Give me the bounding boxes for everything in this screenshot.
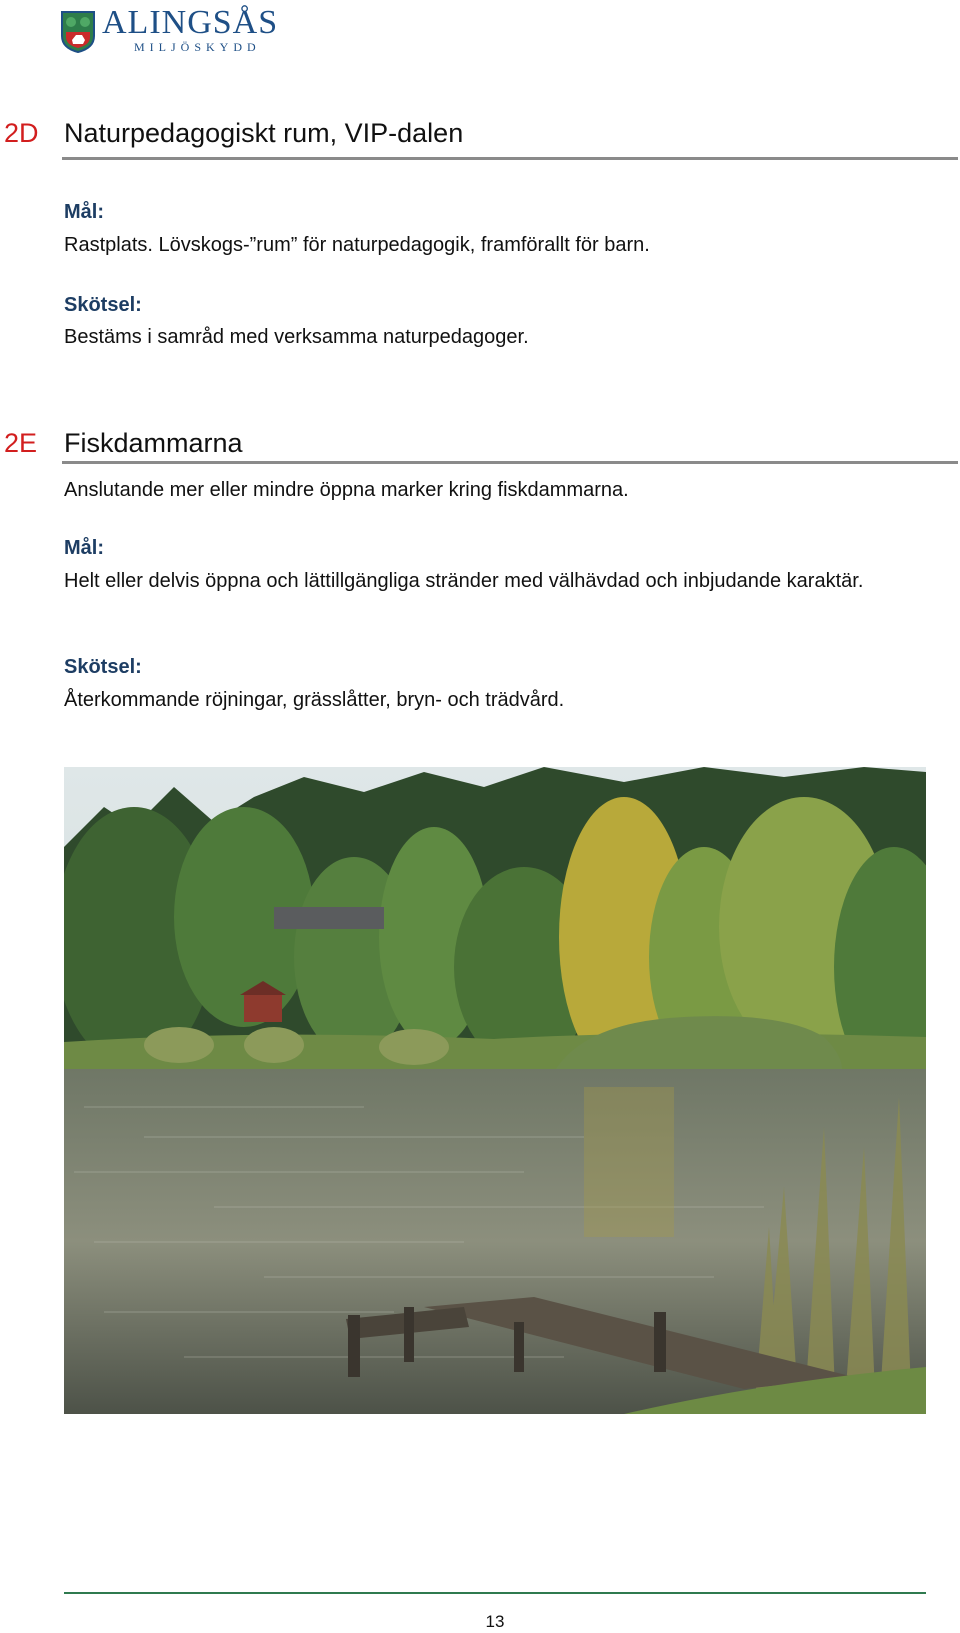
care-text-2d: Bestäms i samråd med verksamma naturpedagoger. <box>64 326 529 348</box>
logo-subtitle: MILJÖSKYDD <box>134 40 261 54</box>
care-label-2e: Skötsel: <box>64 656 142 678</box>
section-title-2d: Naturpedagogiskt rum, VIP-dalen <box>64 118 464 148</box>
goal-label-2d: Mål: <box>64 201 104 223</box>
care-text-2e: Återkommande röjningar, grässlåtter, bryn- och trädvård. <box>64 689 565 711</box>
pond-landscape-illustration <box>64 767 926 1414</box>
section-rule-2e <box>62 461 958 464</box>
section-code-2e: 2E <box>4 428 38 458</box>
alingsas-logo <box>60 6 310 56</box>
section-title-2e: Fiskdammarna <box>64 428 243 458</box>
footer-rule <box>64 1592 926 1594</box>
goal-text-2e: Helt eller delvis öppna och lättillgängliga stränder med välhävdad och inbjudande karaktär. <box>64 570 864 592</box>
fish-pond-photo <box>64 767 926 1414</box>
intro-text-2e: Anslutande mer eller mindre öppna marker kring fiskdammarna. <box>64 479 629 501</box>
section-rule-2d <box>62 157 958 160</box>
page-number: 13 <box>485 1612 505 1631</box>
logo-title: ALINGSÅS <box>102 4 279 41</box>
section-code-2d: 2D <box>4 118 39 148</box>
care-label-2d: Skötsel: <box>64 294 142 316</box>
goal-text-2d: Rastplats. Lövskogs-”rum” för naturpedagogik, framförallt för barn. <box>64 234 650 256</box>
goal-label-2e: Mål: <box>64 537 104 559</box>
coat-of-arms-icon <box>60 10 96 54</box>
